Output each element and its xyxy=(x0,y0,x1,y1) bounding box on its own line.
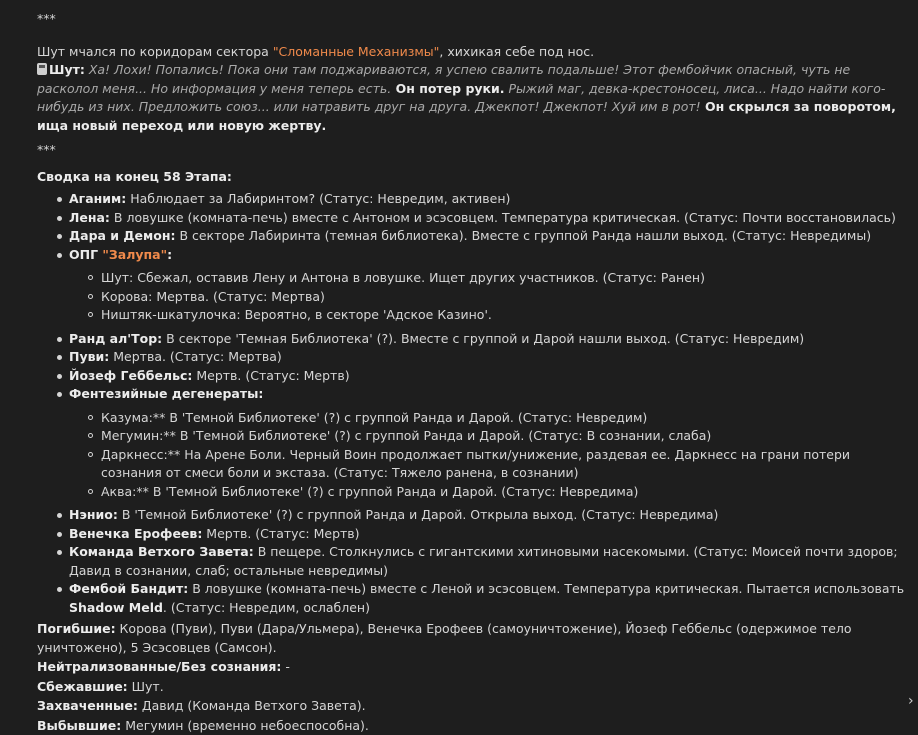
opg-members xyxy=(69,269,907,325)
sector-name: "Сломанные Механизмы" xyxy=(273,44,440,59)
item-name: Аганим: xyxy=(69,191,126,206)
sublist-item: Шут: Сбежал, оставив Лену и Антона в ловушке. Ищет других участников. (Статус: Ранен) xyxy=(69,269,907,288)
item-text: Наблюдает за Лабиринтом? (Статус: Невредим, активен) xyxy=(126,191,510,206)
item-text: В секторе Лабиринта (темная библиотека). Вместе с группой Ранда нашли выход. (Статус: Невредимы) xyxy=(175,228,871,243)
opg-suffix: : xyxy=(167,247,172,262)
status-list xyxy=(37,190,907,617)
sublist-item: Казума:** В 'Темной Библиотеке' (?) с группой Ранда и Дарой. (Статус: Невредим) xyxy=(69,409,907,428)
footer-text: Мегумин (временно небоеспособна). xyxy=(121,718,369,733)
item-name: Команда Ветхого Завета: xyxy=(69,544,254,559)
footer-row xyxy=(37,717,907,735)
item-text: В 'Темной Библиотеке' (?) с группой Ранда и Дарой. Открыла выход. (Статус: Невредима) xyxy=(118,507,719,522)
fantasy-members xyxy=(69,409,907,502)
opg-prefix: ОПГ xyxy=(69,247,102,262)
item-text: Мертв. (Статус: Мертв) xyxy=(202,526,359,541)
jester-dialogue xyxy=(37,61,907,135)
footer-label: Сбежавшие: xyxy=(37,679,128,694)
list-item xyxy=(37,330,907,349)
separator-mid: *** xyxy=(37,141,907,160)
box-emoji-icon xyxy=(37,63,47,75)
item-name: Дара и Демон: xyxy=(69,228,175,243)
footer-text: Давид (Команда Ветхого Завета). xyxy=(138,698,366,713)
item-name: Йозеф Геббельс: xyxy=(69,368,192,383)
item-text: Мертв. (Статус: Мертв) xyxy=(192,368,349,383)
sublist-item: Аква:** В 'Темной Библиотеке' (?) с группой Ранда и Дарой. (Статус: Невредима) xyxy=(69,483,907,502)
list-item xyxy=(37,190,907,209)
list-item-femboy xyxy=(37,580,907,617)
skill-name: Shadow Meld xyxy=(69,600,163,615)
intro-pre: Шут мчался по коридорам сектора xyxy=(37,44,273,59)
list-item xyxy=(37,367,907,386)
footer-label: Выбывшие: xyxy=(37,718,121,733)
intro-post: , хихикая себе под нос. xyxy=(439,44,594,59)
list-item xyxy=(37,525,907,544)
chat-message-content xyxy=(37,0,907,735)
jester-speech-2: Рыжий маг, девка-крестоносец, лиса... Надо найти кого-нибудь из них. Предложить союз... или натравить друг на друга. Джекпот! Джекпот! Хуй им в рот! xyxy=(37,81,885,115)
summary-title-text: Сводка на конец 58 Этапа: xyxy=(37,169,232,184)
item-name: Венечка Ерофеев: xyxy=(69,526,202,541)
sublist-item: Даркнесс:** На Арене Боли. Черный Воин продолжает пытки/унижение, раздевая ее. Даркнесс на грани потери сознания от смеси боли и экстаза. (Статус: Тяжело ранена, в сознании) xyxy=(69,446,907,483)
list-item xyxy=(37,227,907,246)
opg-name: "Залупа" xyxy=(102,247,167,262)
item-text: Мертва. (Статус: Мертва) xyxy=(109,349,282,364)
summary-footer xyxy=(37,620,907,735)
sublist-item: Ништяк-шкатулочка: Вероятно, в секторе 'Адское Казино'. xyxy=(69,306,907,325)
list-item-opg xyxy=(37,246,907,325)
item-name: Ранд ал'Тор: xyxy=(69,331,162,346)
footer-text: - xyxy=(281,659,289,674)
item-text: В ловушке (комната-печь) вместе с Антоном и эсэсовцем. Температура критическая. (Статус: Почти восстановилась) xyxy=(110,210,896,225)
list-item xyxy=(37,209,907,228)
list-item-fantasy xyxy=(37,385,907,501)
jester-action-1: Он потер руки. xyxy=(391,81,504,96)
item-name: Фембой Бандит: xyxy=(69,581,188,596)
item-name: Лена: xyxy=(69,210,110,225)
item-text: В секторе 'Темная Библиотека' (?). Вместе с группой и Дарой нашли выход. (Статус: Невредим) xyxy=(162,331,804,346)
item-name: Пуви: xyxy=(69,349,109,364)
jester-action-2: Он скрылся за поворотом, ища новый переход или новую жертву. xyxy=(37,99,896,133)
summary-title xyxy=(37,168,907,187)
list-item xyxy=(37,348,907,367)
footer-label: Захваченные: xyxy=(37,698,138,713)
jester-speech-1: Ха! Лохи! Попались! Пока они там поджариваются, я успею свалить подальше! Этот фембойчик опасный, чуть не расколол меня... Но информация у меня теперь есть. xyxy=(37,62,850,96)
list-item xyxy=(37,543,907,580)
item-text: В пещере. Столкнулись с гигантскими хитиновыми насекомыми. (Статус: Моисей почти здоров; Давид в сознании, слаб; остальные невредимы) xyxy=(69,544,898,578)
speaker-jester: Шут: xyxy=(49,62,85,77)
list-item xyxy=(37,506,907,525)
sublist-item: Мегумин:** В 'Темной Библиотеке' (?) с группой Ранда и Дарой. (Статус: В сознании, слаба) xyxy=(69,427,907,446)
footer-row xyxy=(37,620,907,657)
footer-label: Нейтрализованные/Без сознания: xyxy=(37,659,281,674)
footer-row xyxy=(37,678,907,697)
narration-intro xyxy=(37,43,907,62)
scroll-handle-icon[interactable]: › xyxy=(908,694,918,708)
item-text: В ловушке (комната-печь) вместе с Леной и эсэсовцем. Температура критическая. Пытается использовать xyxy=(188,581,904,596)
footer-text: Шут. xyxy=(128,679,164,694)
footer-label: Погибшие: xyxy=(37,621,116,636)
sublist-item: Корова: Мертва. (Статус: Мертва) xyxy=(69,288,907,307)
footer-row xyxy=(37,658,907,677)
item-name: Нэнио: xyxy=(69,507,118,522)
footer-row xyxy=(37,697,907,716)
separator-top: *** xyxy=(37,10,907,29)
item-text-end: . (Статус: Невредим, ослаблен) xyxy=(163,600,370,615)
fantasy-title: Фентезийные дегенераты: xyxy=(69,386,263,401)
footer-text: Корова (Пуви), Пуви (Дара/Ульмера), Венечка Ерофеев (самоуничтожение), Йозеф Геббельс (одержимое тело уничтожено), 5 Эсэсовцев (Самсон). xyxy=(37,621,852,655)
